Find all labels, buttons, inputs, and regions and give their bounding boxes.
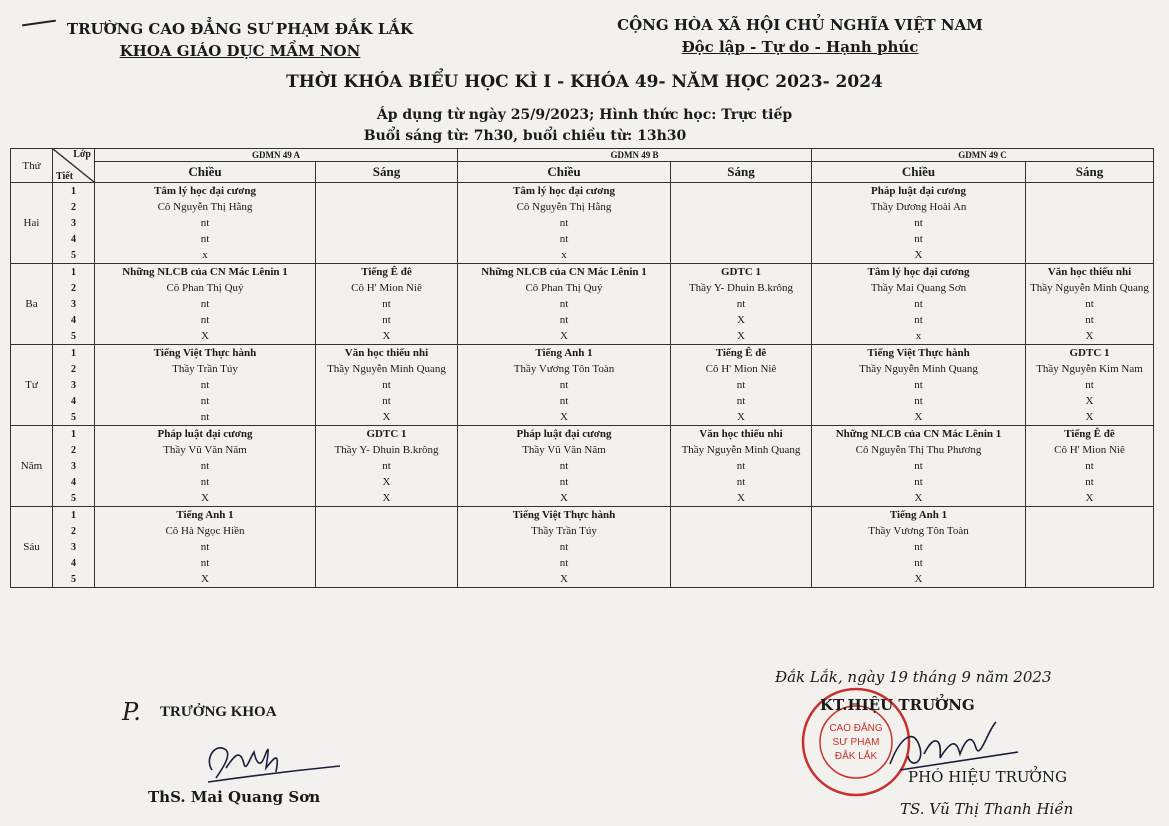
period-cell: 1 [53, 345, 95, 362]
period-cell: 1 [53, 426, 95, 443]
schedule-cell [316, 183, 458, 200]
header-right [560, 14, 1040, 58]
schedule-cell: nt [812, 474, 1026, 490]
schedule-cell: Thầy Nguyễn Kim Nam [1026, 361, 1154, 377]
table-row [11, 264, 1154, 281]
schedule-cell: nt [95, 474, 316, 490]
schedule-cell [1026, 571, 1154, 588]
table-row [11, 426, 1154, 443]
period-cell: 2 [53, 361, 95, 377]
schedule-cell: nt [1026, 458, 1154, 474]
table-row [11, 361, 1154, 377]
stamp-text: CAO ĐẲNG [829, 723, 883, 734]
schedule-cell: Tiếng Anh 1 [812, 507, 1026, 524]
schedule-cell: nt [812, 458, 1026, 474]
header-class-label: Lớp [73, 149, 91, 160]
shift-header: Sáng [1026, 162, 1154, 183]
schedule-cell: Tâm lý học đại cương [458, 183, 671, 200]
schedule-cell: Tiếng Anh 1 [95, 507, 316, 524]
table-row [11, 409, 1154, 426]
schedule-cell: Những NLCB của CN Mác Lênin 1 [95, 264, 316, 281]
schedule-cell: Tiếng Việt Thực hành [95, 345, 316, 362]
schedule-cell [1026, 215, 1154, 231]
schedule-cell [671, 539, 812, 555]
schedule-cell: Tiếng Ê đê [671, 345, 812, 362]
group-header-a: GDMN 49 A [95, 149, 458, 162]
schedule-cell: nt [458, 296, 671, 312]
period-cell: 1 [53, 507, 95, 524]
schedule-cell: nt [1026, 296, 1154, 312]
schedule-cell: nt [812, 312, 1026, 328]
schedule-cell: Cô H' Mion Niê [671, 361, 812, 377]
schedule-cell: Cô Hà Ngọc Hiền [95, 523, 316, 539]
schedule-cell [316, 507, 458, 524]
schedule-cell: nt [671, 377, 812, 393]
schedule-cell: nt [458, 312, 671, 328]
schedule-cell: nt [316, 312, 458, 328]
schedule-cell: nt [812, 231, 1026, 247]
table-row [11, 442, 1154, 458]
schedule-cell: nt [1026, 377, 1154, 393]
group-header-c: GDMN 49 C [812, 149, 1154, 162]
shift-header: Sáng [316, 162, 458, 183]
shift-header: Chiều [458, 162, 671, 183]
schedule-cell: nt [458, 231, 671, 247]
schedule-cell: nt [95, 458, 316, 474]
schedule-cell [671, 507, 812, 524]
header-day: Thứ [11, 149, 53, 183]
schedule-cell: Văn học thiếu nhi [316, 345, 458, 362]
schedule-cell: Thầy Vương Tôn Toàn [812, 523, 1026, 539]
schedule-cell: Thầy Vương Tôn Toàn [458, 361, 671, 377]
table-row [11, 183, 1154, 200]
schedule-cell: X [458, 571, 671, 588]
schedule-cell: nt [458, 458, 671, 474]
schedule-cell: nt [671, 474, 812, 490]
schedule-cell: X [1026, 328, 1154, 345]
schedule-cell: Thầy Vũ Văn Năm [458, 442, 671, 458]
schedule-cell: nt [812, 377, 1026, 393]
schedule-cell: Cô Nguyễn Thị Thu Phương [812, 442, 1026, 458]
schedule-cell [671, 215, 812, 231]
schedule-cell: nt [812, 555, 1026, 571]
schedule-cell: X [95, 571, 316, 588]
schedule-cell: Những NLCB của CN Mác Lênin 1 [458, 264, 671, 281]
schedule-cell: Tiếng Anh 1 [458, 345, 671, 362]
table-row [11, 507, 1154, 524]
table-row [11, 215, 1154, 231]
period-cell: 4 [53, 393, 95, 409]
schedule-cell: nt [316, 393, 458, 409]
table-row [11, 296, 1154, 312]
schedule-cell: Thầy Trần Túy [458, 523, 671, 539]
schedule-cell: X [316, 328, 458, 345]
schedule-cell: Thầy Nguyễn Minh Quang [316, 361, 458, 377]
schedule-cell: Cô Phan Thị Quý [458, 280, 671, 296]
period-cell: 4 [53, 474, 95, 490]
schedule-cell: GDTC 1 [316, 426, 458, 443]
table-row [11, 393, 1154, 409]
schedule-cell: nt [95, 409, 316, 426]
schedule-cell [1026, 231, 1154, 247]
period-cell: 5 [53, 247, 95, 264]
schedule-cell: nt [316, 296, 458, 312]
table-row [11, 231, 1154, 247]
table-row [11, 474, 1154, 490]
schedule-cell: Tâm lý học đại cương [95, 183, 316, 200]
page-title: THỜI KHÓA BIỂU HỌC KÌ I - KHÓA 49- NĂM HỌC 2023- 2024 [286, 72, 883, 92]
schedule-cell [1026, 507, 1154, 524]
schedule-cell: nt [458, 393, 671, 409]
table-row [11, 199, 1154, 215]
schedule-cell: Thầy Vũ Văn Năm [95, 442, 316, 458]
schedule-cell: nt [458, 215, 671, 231]
schedule-cell: nt [1026, 312, 1154, 328]
day-cell: Hai [11, 183, 53, 264]
faculty-name: KHOA GIÁO DỤC MẦM NON [119, 42, 361, 60]
period-cell: 1 [53, 264, 95, 281]
schedule-cell: X [671, 409, 812, 426]
schedule-cell: x [812, 328, 1026, 345]
schedule-cell: nt [458, 539, 671, 555]
schedule-cell: X [316, 474, 458, 490]
schedule-cell: Tâm lý học đại cương [812, 264, 1026, 281]
schedule-cell: X [95, 328, 316, 345]
schedule-cell: Tiếng Việt Thực hành [458, 507, 671, 524]
header-corner [53, 149, 95, 183]
period-cell: 5 [53, 328, 95, 345]
schedule-cell: nt [95, 377, 316, 393]
schedule-cell: X [1026, 490, 1154, 507]
schedule-cell: X [316, 490, 458, 507]
schedule-cell: nt [95, 296, 316, 312]
schedule-cell [1026, 247, 1154, 264]
schedule-cell: X [1026, 393, 1154, 409]
schedule-cell: X [458, 490, 671, 507]
schedule-cell: nt [95, 555, 316, 571]
schedule-cell: Thầy Nguyễn Minh Quang [671, 442, 812, 458]
schedule-cell: nt [95, 393, 316, 409]
period-cell: 5 [53, 409, 95, 426]
day-cell: Năm [11, 426, 53, 507]
schedule-cell [1026, 199, 1154, 215]
schedule-cell: nt [1026, 474, 1154, 490]
dean-signature [190, 728, 340, 788]
schedule-cell: X [671, 312, 812, 328]
stamp-text: SƯ PHẠM [832, 737, 880, 748]
schedule-cell: Thầy Trần Túy [95, 361, 316, 377]
header-left [40, 18, 440, 62]
table-row [11, 247, 1154, 264]
period-cell: 3 [53, 539, 95, 555]
schedule-cell: nt [812, 393, 1026, 409]
schedule-cell: Cô Nguyễn Thị Hằng [95, 199, 316, 215]
period-cell: 2 [53, 442, 95, 458]
schedule-cell: Thầy Nguyễn Minh Quang [1026, 280, 1154, 296]
schedule-cell: X [812, 490, 1026, 507]
group-header-b: GDMN 49 B [458, 149, 812, 162]
schedule-cell: nt [671, 458, 812, 474]
table-row [11, 458, 1154, 474]
schedule-cell: X [812, 247, 1026, 264]
schedule-cell: Những NLCB của CN Mác Lênin 1 [812, 426, 1026, 443]
schedule-cell: X [671, 328, 812, 345]
period-cell: 3 [53, 377, 95, 393]
schedule-cell: nt [458, 377, 671, 393]
schedule-cell [316, 215, 458, 231]
schedule-cell [671, 247, 812, 264]
period-cell: 5 [53, 571, 95, 588]
period-cell: 1 [53, 183, 95, 200]
schedule-cell [1026, 523, 1154, 539]
schedule-cell: Thầy Y- Dhuin B.krông [671, 280, 812, 296]
schedule-cell [1026, 183, 1154, 200]
period-cell: 4 [53, 231, 95, 247]
table-row [11, 539, 1154, 555]
schedule-cell [316, 247, 458, 264]
schedule-cell: GDTC 1 [671, 264, 812, 281]
schedule-cell: Pháp luật đại cương [458, 426, 671, 443]
schedule-cell [671, 183, 812, 200]
schedule-cell [671, 523, 812, 539]
schedule-cell: nt [671, 296, 812, 312]
schedule-cell: Cô Nguyễn Thị Hằng [458, 199, 671, 215]
period-cell: 2 [53, 199, 95, 215]
schedule-cell [316, 231, 458, 247]
day-cell: Sáu [11, 507, 53, 588]
schedule-cell: Văn học thiếu nhi [1026, 264, 1154, 281]
day-cell: Ba [11, 264, 53, 345]
schedule-cell: nt [95, 231, 316, 247]
timetable [10, 148, 1154, 588]
schedule-cell: Thầy Y- Dhuin B.krông [316, 442, 458, 458]
school-name: TRƯỜNG CAO ĐẲNG SƯ PHẠM ĐẮK LẮK [66, 20, 414, 38]
schedule-cell: Tiếng Việt Thực hành [812, 345, 1026, 362]
schedule-cell: Cô Phan Thị Quý [95, 280, 316, 296]
schedule-cell [316, 571, 458, 588]
table-row [11, 523, 1154, 539]
schedule-cell: nt [316, 377, 458, 393]
shift-header: Sáng [671, 162, 812, 183]
period-cell: 3 [53, 296, 95, 312]
header-period-label: Tiết [56, 171, 74, 182]
schedule-cell: nt [316, 458, 458, 474]
country-name: CỘNG HÒA XÃ HỘI CHỦ NGHĨA VIỆT NAM [617, 16, 983, 34]
period-cell: 2 [53, 523, 95, 539]
schedule-cell: nt [458, 474, 671, 490]
schedule-cell: Cô H' Mion Niê [316, 280, 458, 296]
schedule-cell [316, 539, 458, 555]
period-cell: 5 [53, 490, 95, 507]
sign-date: Đắk Lắk, ngày 19 tháng 9 năm 2023 [775, 668, 1052, 686]
schedule-cell: Tiếng Ê đê [316, 264, 458, 281]
schedule-cell: X [316, 409, 458, 426]
schedule-cell: X [812, 571, 1026, 588]
dean-prefix: P. [122, 698, 141, 726]
schedule-cell: Thầy Nguyễn Minh Quang [812, 361, 1026, 377]
schedule-cell: X [458, 409, 671, 426]
motto: Độc lập - Tự do - Hạnh phúc [681, 38, 919, 56]
period-cell: 3 [53, 215, 95, 231]
schedule-cell: nt [671, 393, 812, 409]
table-row [11, 555, 1154, 571]
period-cell: 2 [53, 280, 95, 296]
schedule-cell: X [95, 490, 316, 507]
schedule-cell: nt [95, 539, 316, 555]
schedule-cell: Pháp luật đại cương [812, 183, 1026, 200]
vice-principal-name: TS. Vũ Thị Thanh Hiền [900, 800, 1074, 818]
schedule-cell: x [458, 247, 671, 264]
schedule-cell [316, 199, 458, 215]
schedule-cell [671, 555, 812, 571]
schedule-cell: Thầy Mai Quang Sơn [812, 280, 1026, 296]
schedule-cell: nt [812, 539, 1026, 555]
schedule-cell: X [812, 409, 1026, 426]
table-row [11, 345, 1154, 362]
schedule-cell: Thầy Dương Hoài An [812, 199, 1026, 215]
table-row [11, 280, 1154, 296]
day-cell: Tư [11, 345, 53, 426]
table-row [11, 312, 1154, 328]
schedule-cell [1026, 539, 1154, 555]
schedule-cell: nt [812, 296, 1026, 312]
schedule-cell: nt [95, 215, 316, 231]
session-time-line: Buổi sáng từ: 7h30, buổi chiều từ: 13h30 [363, 128, 687, 144]
schedule-cell: Tiếng Ê đê [1026, 426, 1154, 443]
schedule-cell: Văn học thiếu nhi [671, 426, 812, 443]
schedule-cell [1026, 555, 1154, 571]
table-row [11, 490, 1154, 507]
table-row [11, 571, 1154, 588]
period-cell: 4 [53, 312, 95, 328]
schedule-cell: X [1026, 409, 1154, 426]
schedule-cell [671, 231, 812, 247]
dean-name: ThS. Mai Quang Sơn [148, 788, 321, 806]
shift-header: Chiều [812, 162, 1026, 183]
schedule-cell: X [458, 328, 671, 345]
apply-date-line: Áp dụng từ ngày 25/9/2023; Hình thức học: Trực tiếp [376, 107, 793, 123]
schedule-cell: x [95, 247, 316, 264]
schedule-cell [316, 523, 458, 539]
period-cell: 4 [53, 555, 95, 571]
shift-header: Chiều [95, 162, 316, 183]
principal-kt-title: KT.HIỆU TRƯỞNG [820, 696, 975, 714]
schedule-cell: nt [95, 312, 316, 328]
schedule-cell: Pháp luật đại cương [95, 426, 316, 443]
period-cell: 3 [53, 458, 95, 474]
schedule-cell: GDTC 1 [1026, 345, 1154, 362]
schedule-cell: nt [458, 555, 671, 571]
table-row [11, 328, 1154, 345]
schedule-cell [671, 571, 812, 588]
schedule-cell: Cô H' Mion Niê [1026, 442, 1154, 458]
dean-title: TRƯỞNG KHOA [160, 704, 277, 720]
stamp-text: ĐẮK LẮK [834, 751, 878, 762]
schedule-cell [671, 199, 812, 215]
vice-principal-title: PHÓ HIỆU TRƯỞNG [908, 768, 1067, 786]
table-row [11, 377, 1154, 393]
schedule-cell: X [671, 490, 812, 507]
schedule-cell [316, 555, 458, 571]
schedule-cell: nt [812, 215, 1026, 231]
